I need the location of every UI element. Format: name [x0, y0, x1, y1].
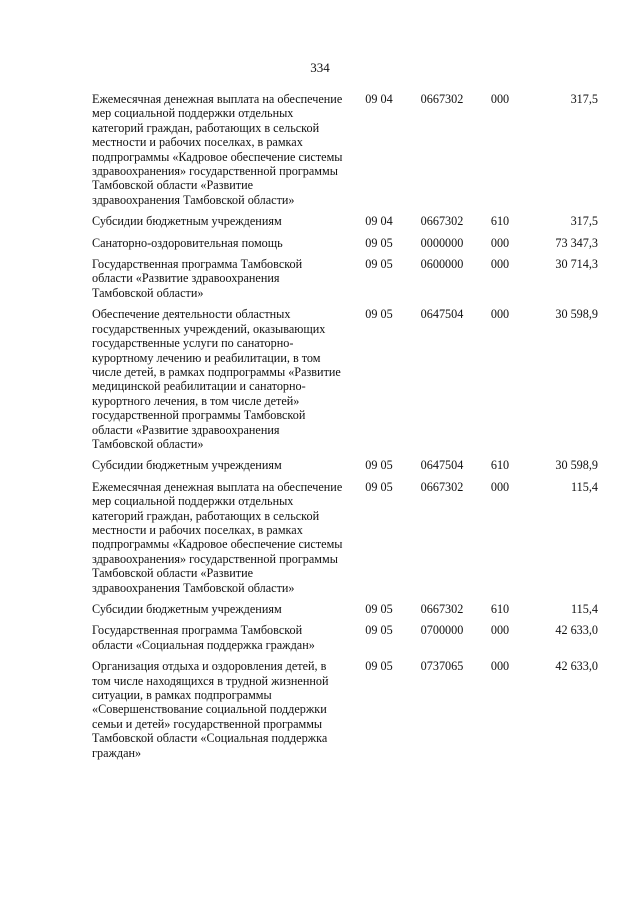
table-row	[92, 236, 598, 257]
row-section-code-text: 09 05	[365, 458, 393, 473]
row-name	[92, 307, 354, 458]
row-expense-type-code	[480, 623, 520, 659]
row-amount-text: 30 714,3	[555, 257, 598, 272]
row-section-code	[354, 480, 404, 602]
row-name	[92, 623, 354, 659]
row-amount-text: 115,4	[571, 602, 598, 616]
row-expense-type-code-text: 000	[490, 235, 510, 250]
row-section-code-text: 09 05	[365, 659, 393, 674]
row-name-text: Государственная программа Тамбовской области «Развитие здравоохранения Тамбовской области»	[92, 257, 303, 300]
table-row	[92, 659, 598, 767]
row-expense-type-code-text: 000	[490, 92, 510, 106]
row-section-code	[354, 659, 404, 767]
row-name	[92, 236, 354, 257]
row-target-code-text: 0000000	[420, 235, 464, 250]
row-expense-type-code-text: 000	[490, 257, 510, 272]
row-target-code	[404, 659, 480, 767]
row-section-code	[354, 307, 404, 458]
row-amount	[520, 257, 598, 307]
budget-table	[92, 92, 598, 767]
row-expense-type-code-text: 000	[490, 659, 510, 674]
row-section-code-text: 09 05	[365, 623, 393, 638]
table-row	[92, 214, 598, 235]
row-amount-text: 42 633,0	[555, 659, 598, 674]
table-row	[92, 602, 598, 623]
row-name-text: Государственная программа Тамбовской области «Социальная поддержка граждан»	[92, 623, 315, 652]
row-expense-type-code-text: 000	[490, 307, 510, 322]
row-amount	[520, 236, 598, 257]
row-target-code-text: 0667302	[420, 479, 464, 494]
row-target-code-text: 0667302	[420, 92, 464, 106]
row-target-code-text: 0647504	[420, 307, 464, 322]
row-expense-type-code-text: 610	[490, 214, 510, 229]
row-target-code-text: 0647504	[420, 458, 464, 473]
row-amount-text: 30 598,9	[555, 307, 598, 322]
row-section-code	[354, 602, 404, 623]
page-number: 334	[310, 60, 330, 75]
table-row	[92, 623, 598, 659]
row-expense-type-code	[480, 257, 520, 307]
row-expense-type-code-text: 610	[490, 458, 510, 473]
row-amount-text: 42 633,0	[555, 623, 598, 638]
row-expense-type-code	[480, 602, 520, 623]
row-section-code	[354, 257, 404, 307]
row-name-text: Санаторно-оздоровительная помощь	[92, 235, 283, 250]
row-amount	[520, 458, 598, 479]
row-section-code	[354, 236, 404, 257]
row-name-text: Ежемесячная денежная выплата на обеспечение мер социальной поддержки отдельных категорий граждан, работающих в сельской местности и рабочих поселках, в рамках подпрограммы «Кадровое обеспечение системы здравоохранения» государственной программы Тамбовской области «Развитие здравоохранения Тамбовской области»	[92, 479, 343, 595]
table-row	[92, 458, 598, 479]
row-target-code	[404, 480, 480, 602]
row-target-code	[404, 307, 480, 458]
row-name	[92, 602, 354, 623]
row-target-code-text: 0737065	[420, 659, 464, 674]
row-amount	[520, 480, 598, 602]
table-row	[92, 257, 598, 307]
table-row	[92, 307, 598, 458]
row-amount-text: 115,4	[571, 479, 598, 494]
row-name-text: Организация отдыха и оздоровления детей, в том числе находящихся в трудной жизненной ситуации, в рамках подпрограммы «Совершенствование социальной поддержки семьи и детей» государственной программы Тамбовской области «Социальная поддержка граждан»	[92, 659, 329, 760]
row-section-code	[354, 458, 404, 479]
row-section-code-text: 09 05	[365, 307, 393, 322]
row-amount-text: 73 347,3	[555, 235, 598, 250]
row-target-code-text: 0667302	[420, 214, 464, 229]
row-name	[92, 214, 354, 235]
row-amount	[520, 659, 598, 767]
row-amount	[520, 307, 598, 458]
row-expense-type-code-text: 000	[490, 479, 510, 494]
row-section-code-text: 09 05	[365, 235, 393, 250]
row-name-text: Субсидии бюджетным учреждениям	[92, 214, 282, 229]
row-name	[92, 257, 354, 307]
row-amount-text: 317,5	[570, 92, 598, 106]
row-target-code	[404, 92, 480, 214]
row-name-text: Ежемесячная денежная выплата на обеспечение мер социальной поддержки отдельных категорий граждан, работающих в сельской местности и рабочих поселках, в рамках подпрограммы «Кадровое обеспечение системы здравоохранения» государственной программы Тамбовской области «Развитие здравоохранения Тамбовской области»	[92, 92, 343, 207]
row-target-code-text: 0667302	[420, 602, 464, 616]
row-expense-type-code	[480, 92, 520, 214]
row-target-code-text: 0600000	[420, 257, 464, 272]
row-expense-type-code	[480, 480, 520, 602]
row-name	[92, 480, 354, 602]
row-section-code-text: 09 05	[365, 479, 393, 494]
row-amount	[520, 214, 598, 235]
row-amount-text: 317,5	[570, 214, 598, 229]
row-expense-type-code-text: 610	[490, 602, 510, 616]
row-section-code-text: 09 04	[365, 92, 393, 106]
row-target-code	[404, 602, 480, 623]
row-section-code	[354, 623, 404, 659]
table-row	[92, 480, 598, 602]
row-name	[92, 659, 354, 767]
row-expense-type-code	[480, 236, 520, 257]
row-amount	[520, 92, 598, 214]
row-target-code	[404, 214, 480, 235]
row-expense-type-code-text: 000	[490, 623, 510, 638]
row-amount-text: 30 598,9	[555, 458, 598, 473]
budget-table-body	[92, 92, 598, 767]
row-target-code-text: 0700000	[420, 623, 464, 638]
row-amount	[520, 602, 598, 623]
row-amount	[520, 623, 598, 659]
table-row	[92, 92, 598, 214]
row-section-code	[354, 92, 404, 214]
row-name	[92, 92, 354, 214]
row-target-code	[404, 458, 480, 479]
row-expense-type-code	[480, 214, 520, 235]
row-expense-type-code	[480, 307, 520, 458]
row-expense-type-code	[480, 659, 520, 767]
row-section-code-text: 09 05	[365, 257, 393, 272]
row-section-code	[354, 214, 404, 235]
row-name-text: Субсидии бюджетным учреждениям	[92, 602, 282, 616]
row-target-code	[404, 623, 480, 659]
row-expense-type-code	[480, 458, 520, 479]
row-name-text: Субсидии бюджетным учреждениям	[92, 458, 282, 473]
row-name	[92, 458, 354, 479]
row-section-code-text: 09 04	[365, 214, 393, 229]
row-target-code	[404, 236, 480, 257]
row-target-code	[404, 257, 480, 307]
row-name-text: Обеспечение деятельности областных государственных учреждений, оказывающих государственные услуги по санаторно-курортному лечению и реабилитации, в том числе детей, в рамках подпрограммы «Развитие медицинской реабилитации и санаторно-курортного лечения, в том числе детей» государственной программы Тамбовской области «Развитие здравоохранения Тамбовской области»	[92, 307, 341, 451]
row-section-code-text: 09 05	[365, 602, 393, 616]
